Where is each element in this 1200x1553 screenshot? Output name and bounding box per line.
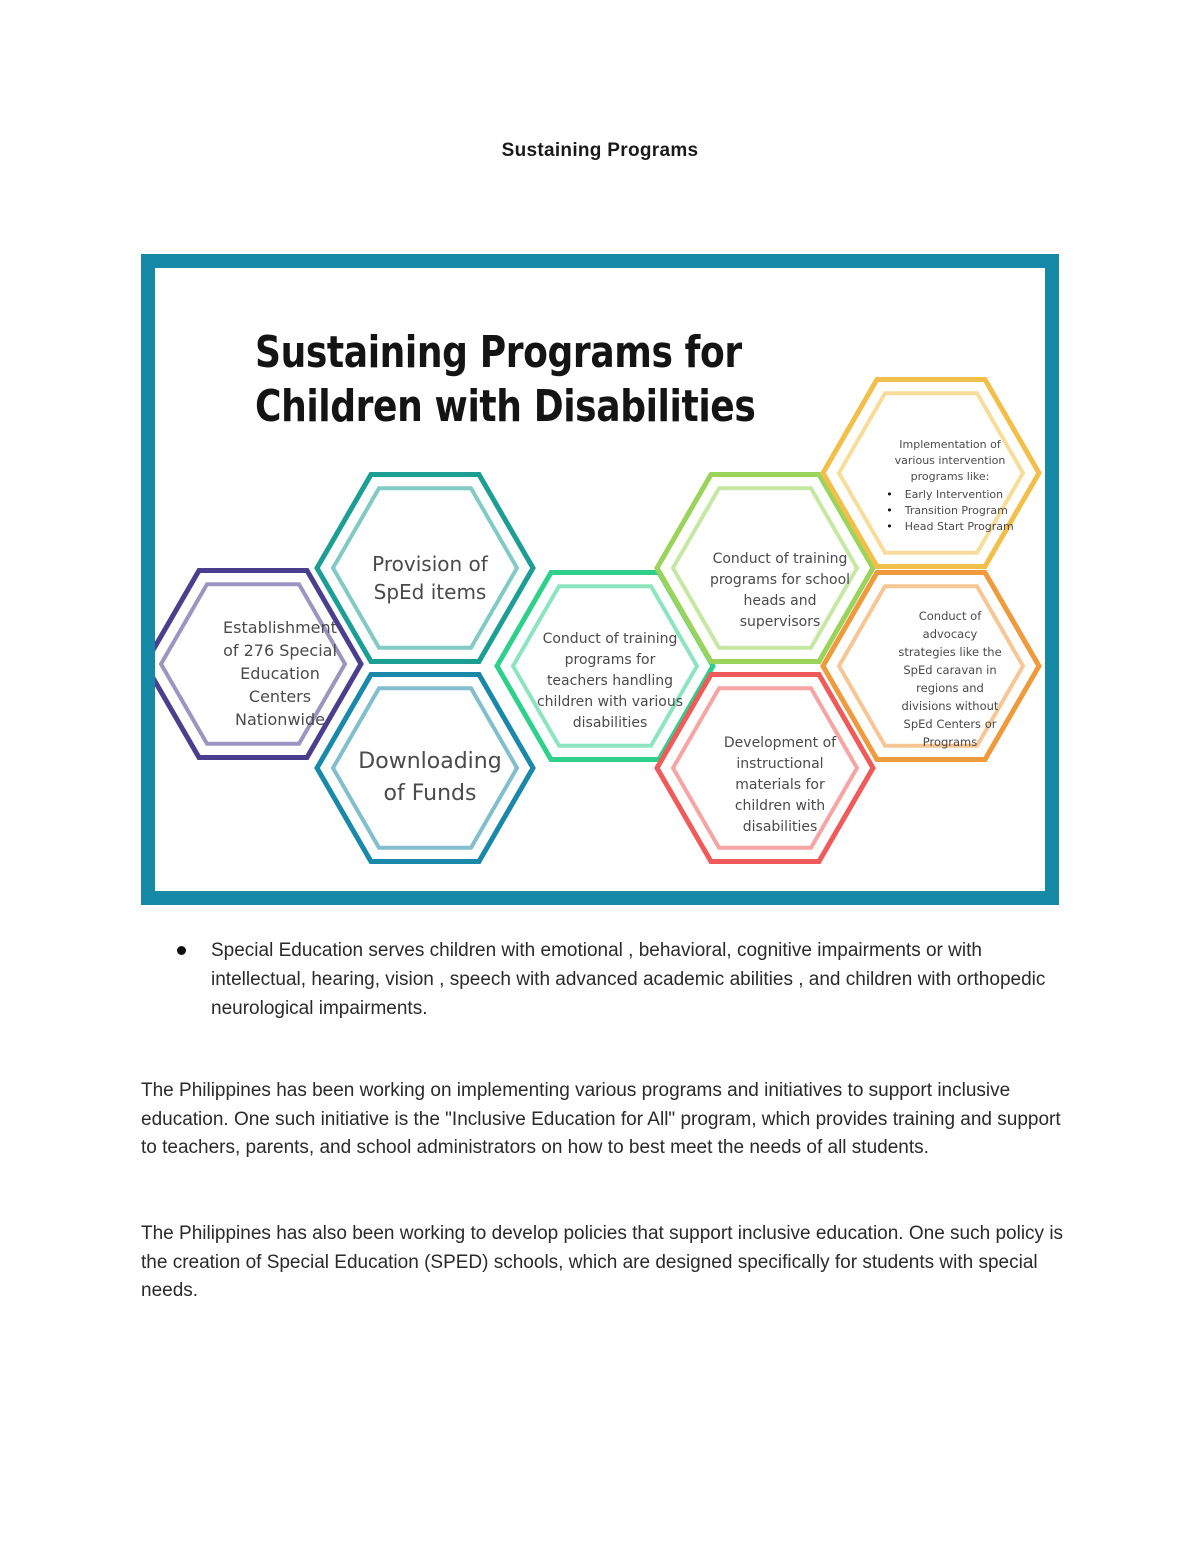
bullet-list — [141, 936, 1071, 1023]
infographic-title-line-1: Sustaining Programs for — [255, 327, 742, 378]
list-item: Special Education serves children with emotional , behavioral, cognitive impairments or with intellectual, hearing, vision , speech with advanced academic abilities , and children with orthopedic neurological impairments. — [141, 936, 1071, 1023]
infographic-figure — [141, 254, 1059, 905]
hex-label-downloading: Downloading of Funds — [358, 749, 502, 806]
hex-label-training-heads: Conduct of training programs for school heads and supervisors — [709, 551, 851, 630]
intervention-program-list — [886, 487, 1014, 535]
hex-label-instructional: Development of instructional materials for children with disabilities — [723, 734, 837, 835]
hex-label-establishment: Establishment of 276 Special Education Centers Nationwide — [223, 617, 337, 729]
hex-label-provision: Provision of SpEd items — [372, 552, 488, 604]
page-title: Sustaining Programs — [501, 140, 699, 161]
list-item: • Early Intervention — [886, 487, 1014, 503]
infographic-title — [255, 326, 756, 434]
paragraph-inclusive-education: The Philippines has been working on implementing various programs and initiatives to support inclusive education. One such initiative is the "Inclusive Education for All" program, which provides training and support to teachers, parents, and school administrators on how to best meet the needs of all students. — [141, 1080, 1061, 1158]
list-item: • Head Start Program — [886, 519, 1014, 535]
infographic-title-line-2: Children with Disabilities — [255, 381, 756, 432]
hex-label-intervention: Implementation of various intervention programs like: • Early Intervention • Transition Program • Head Start Program — [865, 436, 1035, 536]
list-item: • Transition Program — [886, 503, 1014, 519]
hex-label-advocacy: Conduct of advocacy strategies like the SpEd caravan in regions and divisions without SpEd Centers or Programs — [898, 609, 1002, 749]
hex-label-training-teachers: Conduct of training programs for teachers handling children with various disabilities — [536, 630, 683, 731]
paragraph-policies: The Philippines has also been working to develop policies that support inclusive education. One such policy is the creation of Special Education (SPED) schools, which are designed specifically for students with special needs. — [141, 1223, 1064, 1301]
